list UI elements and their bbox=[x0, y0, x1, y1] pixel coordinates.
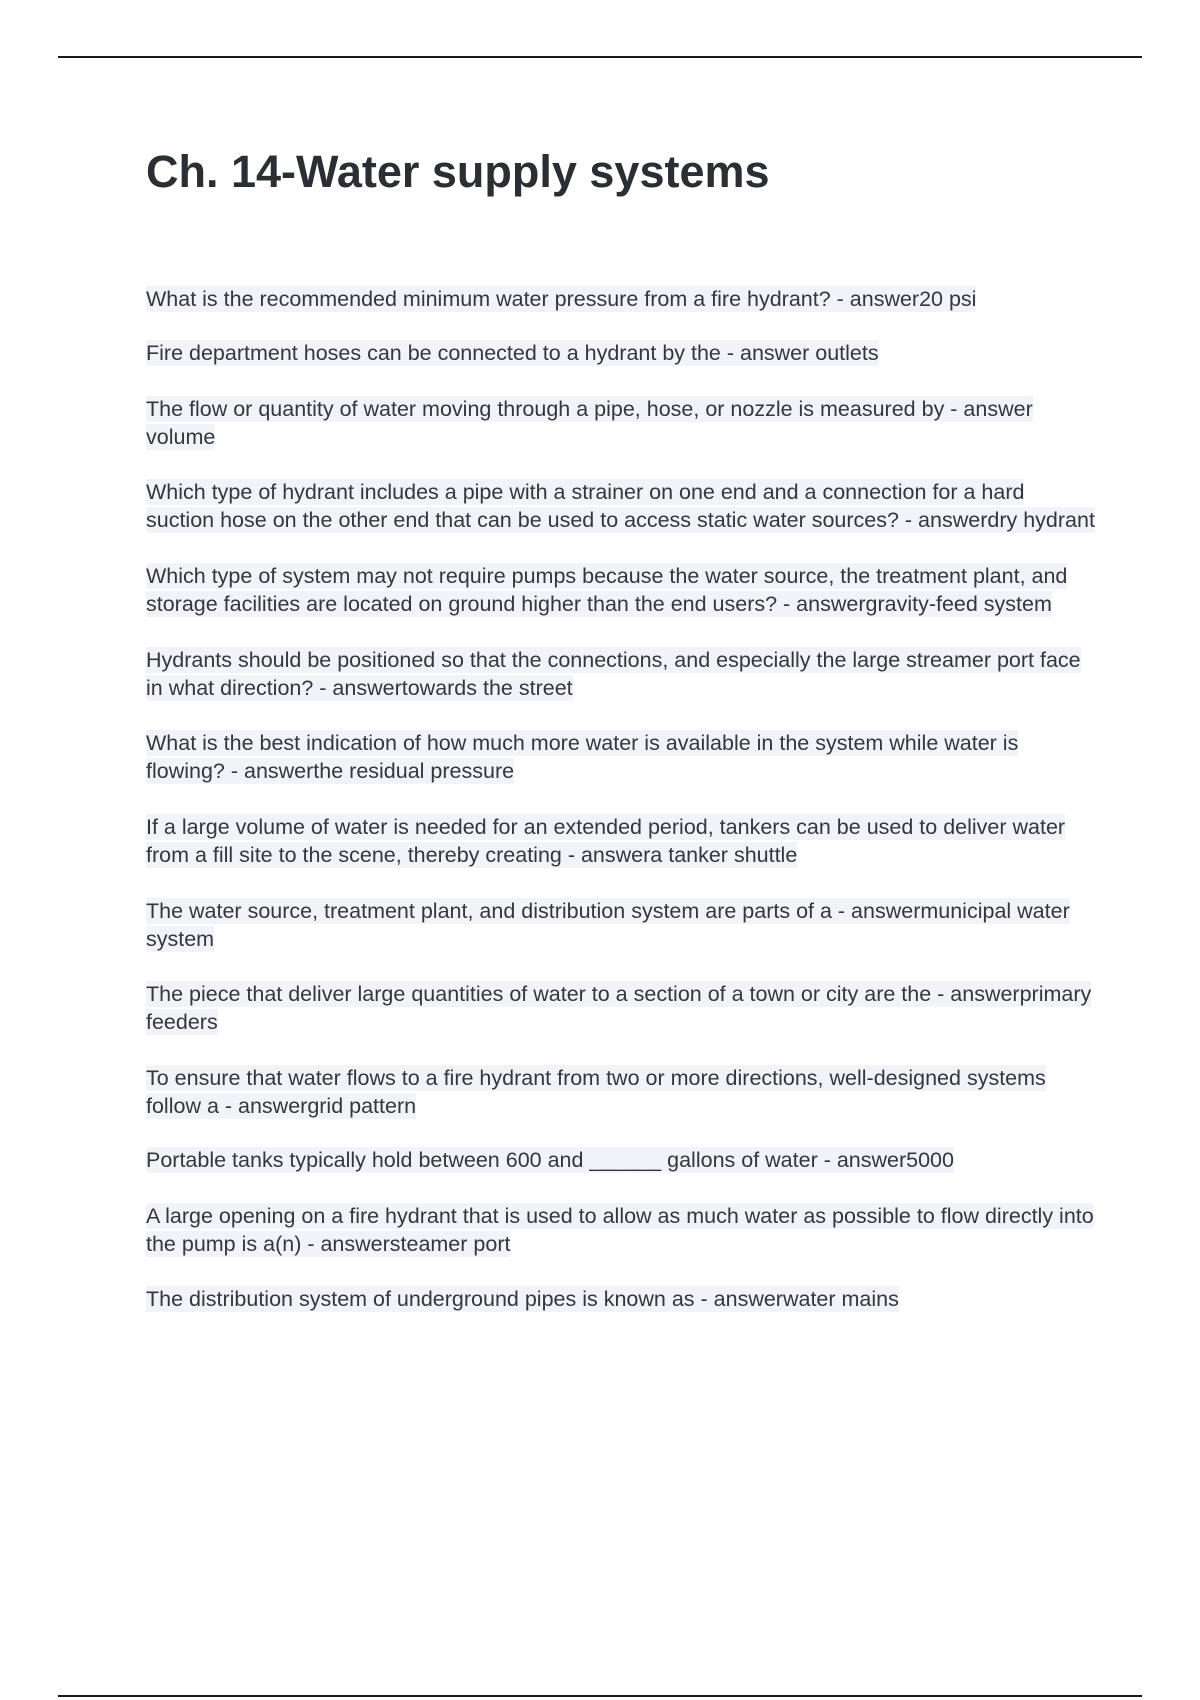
qa-item bbox=[146, 1064, 1096, 1120]
qa-text: The flow or quantity of water moving through a pipe, hose, or nozzle is measured by - answer volume bbox=[146, 397, 1033, 449]
top-rule bbox=[58, 56, 1142, 58]
qa-item bbox=[146, 339, 1096, 367]
qa-item bbox=[146, 562, 1096, 618]
qa-item bbox=[146, 1146, 1096, 1174]
qa-item bbox=[146, 646, 1096, 702]
qa-text: Portable tanks typically hold between 600 and ______ gallons of water - answer5000 bbox=[146, 1148, 954, 1172]
qa-text: The water source, treatment plant, and distribution system are parts of a - answermunicipal water system bbox=[146, 899, 1070, 951]
qa-item bbox=[146, 729, 1096, 785]
bottom-rule bbox=[58, 1695, 1142, 1697]
qa-item bbox=[146, 1285, 1096, 1313]
qa-item bbox=[146, 813, 1096, 869]
qa-text: Which type of hydrant includes a pipe with a strainer on one end and a connection for a hard suction hose on the other end that can be used to access static water sources? - answerdry hydrant bbox=[146, 480, 1095, 532]
qa-text: If a large volume of water is needed for an extended period, tankers can be used to deliver water from a fill site to the scene, thereby creating - answera tanker shuttle bbox=[146, 815, 1066, 867]
qa-text: The distribution system of underground pipes is known as - answerwater mains bbox=[146, 1287, 899, 1311]
qa-item bbox=[146, 285, 1096, 313]
document-title: Ch. 14-Water supply systems bbox=[146, 146, 770, 197]
qa-item bbox=[146, 395, 1096, 451]
qa-text: The piece that deliver large quantities of water to a section of a town or city are the - answerprimary feeders bbox=[146, 982, 1092, 1034]
qa-text: Hydrants should be positioned so that the connections, and especially the large streamer port face in what direction? - answertowards the street bbox=[146, 648, 1081, 700]
qa-text: What is the recommended minimum water pressure from a fire hydrant? - answer20 psi bbox=[146, 287, 977, 311]
qa-list bbox=[146, 285, 1096, 1313]
qa-item bbox=[146, 1202, 1096, 1258]
qa-item bbox=[146, 980, 1096, 1036]
qa-text: A large opening on a fire hydrant that is used to allow as much water as possible to flow directly into the pump is a(n) - answersteamer port bbox=[146, 1204, 1094, 1256]
qa-item bbox=[146, 897, 1096, 953]
qa-text: To ensure that water flows to a fire hydrant from two or more directions, well-designed systems follow a - answergrid pattern bbox=[146, 1066, 1046, 1118]
qa-text: What is the best indication of how much more water is available in the system while water is flowing? - answerthe residual pressure bbox=[146, 731, 1019, 783]
qa-text: Fire department hoses can be connected to a hydrant by the - answer outlets bbox=[146, 341, 879, 365]
qa-text: Which type of system may not require pumps because the water source, the treatment plant, and storage facilities are located on ground higher than the end users? - answergravity-feed system bbox=[146, 564, 1068, 616]
qa-item bbox=[146, 478, 1096, 534]
